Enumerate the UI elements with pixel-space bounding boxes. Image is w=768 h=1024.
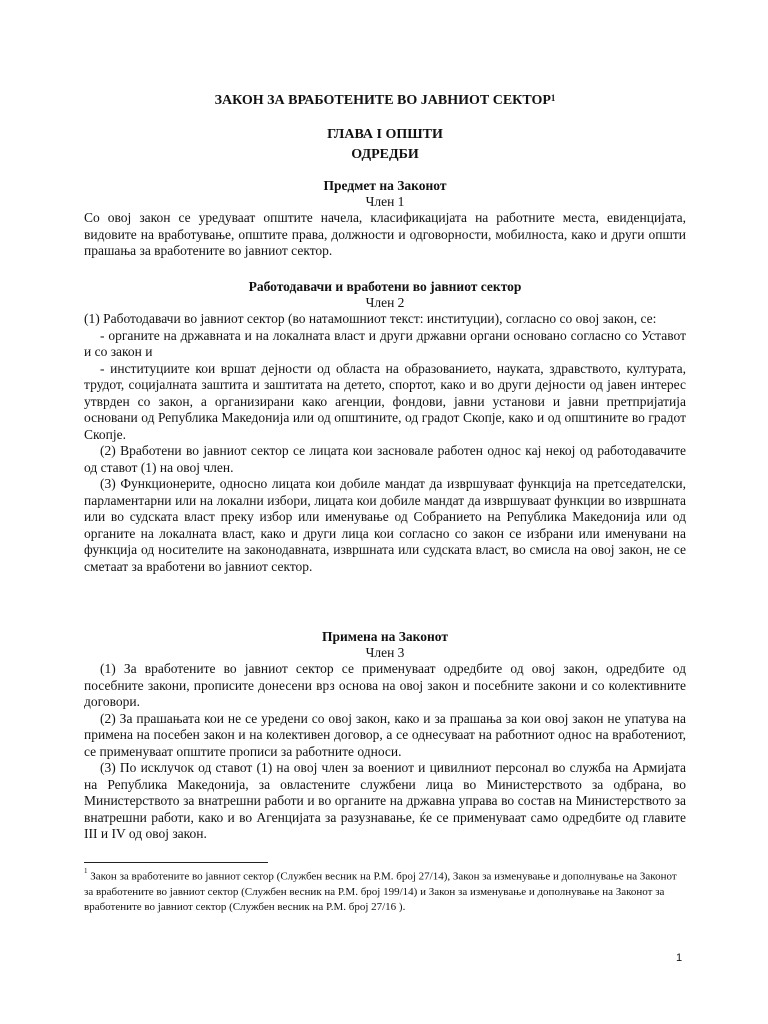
paragraph: (2) За прашањата кои не се уредени со овој закон, како и за прашања за кои овој закон не упатува на примена на посебен закон и на колективен договор, а се однесуваат на работниот однос на вработениот, се применуваат општите прописи за работните односи. [84, 710, 686, 759]
page-number: 1 [676, 952, 683, 964]
section-subject [84, 177, 686, 260]
paragraph: Со овој закон се уредуваат општите начела, класификацијата на работните места, евиденцијата, видовите на вработување, општите права, должности и одговорности, мобилноста, како и други општи прашања за вработените во јавниот сектор. [84, 210, 686, 258]
paragraph: (3) По исклучок од ставот (1) на овој член за воениот и цивилниот персонал во служба на Армијата на Република Македонија, за овластените службени лица во Министерството за одбрана, во Министерството за внатрешни работи и во органите на државна управа во состав на Министерството за внатрешни работи, како и во Агенцијата за разузнавање, ќе се применуваат само одредбите од главите III и IV од овој закон. [84, 760, 686, 841]
chapter-heading-line2: ОДРЕДБИ [351, 147, 419, 162]
chapter-heading-line1: ГЛАВА I ОПШТИ [327, 127, 443, 142]
paragraph: (3) Функционерите, односно лицата кои добиле мандат да извршуваат функција на претседателски, парламентарни или на локални избори, лицата кои добиле мандат да извршуваат функции во извршната или во судската власт преку избор или именување од Собранието на Република Македонија или од органите на локалната власт, како и други лица кои согласно со закон се избрани или именувани на функција од носителите на законодавната, извршната или судската власт, во смисла на овој закон, не се сметаат за вработени во јавниот сектор. [84, 476, 686, 574]
title-footnote-mark: 1 [550, 93, 556, 103]
section-title: Работодавачи и вработени во јавниот сектор [248, 279, 522, 294]
section-title: Предмет на Законот [323, 178, 447, 193]
footnote [84, 866, 684, 915]
chapter-heading [84, 125, 686, 165]
article-number: Член 1 [365, 194, 405, 209]
section-employers [84, 278, 686, 575]
document-title-text: ЗАКОН ЗА ВРАБОТЕНИТЕ ВО ЈАВНИОТ СЕКТОР [214, 93, 551, 108]
footnote-text: Закон за вработените во јавниот сектор (Службен весник на Р.М. број 27/14), Закон за изменување и дополнување на Законот за вработените во јавниот сектор (Службен весник на Р.М. број 199/14) и Закон за изменување и дополнување на Законот за вработените во јавниот сектор (Службен весник на Р.М. број 27/16 ). [84, 870, 677, 913]
footnote-separator [84, 862, 268, 863]
paragraph: (1) За вработените во јавниот сектор се применуваат одредбите од овој закон, одредбите од посебните закони, прописите донесени врз основа на овој закон и посебните закони и со колективните договори. [84, 661, 686, 709]
document-title [84, 92, 686, 110]
section-application [84, 628, 686, 843]
footnote-mark: 1 [84, 867, 88, 875]
section-title: Примена на Законот [322, 629, 448, 644]
paragraph: (2) Вработени во јавниот сектор се лицата кои засновале работен однос кај некој од работодавачите од ставот (1) на овој член. [84, 443, 686, 475]
article-number: Член 2 [365, 295, 405, 310]
paragraph-bullet: - органите на државната и на локалната власт и други државни органи основано согласно со Уставот и со закон и [84, 327, 686, 359]
paragraph: (1) Работодавачи во јавниот сектор (во натамошниот текст: институции), согласно со овој закон, се: [84, 311, 657, 326]
paragraph-bullet: - институциите кои вршат дејности од областа на образованието, науката, здравството, културата, трудот, социјалната заштита и заштитата на детето, спортот, како и во други дејности од јавен интерес утврден со закон, а организирани како агенции, фондови, јавни установи и јавни претпријатија основани од Република Македонија или од општините, од градот Скопје, како и од општините во градот Скопје. [84, 360, 686, 442]
article-number: Член 3 [365, 645, 405, 660]
